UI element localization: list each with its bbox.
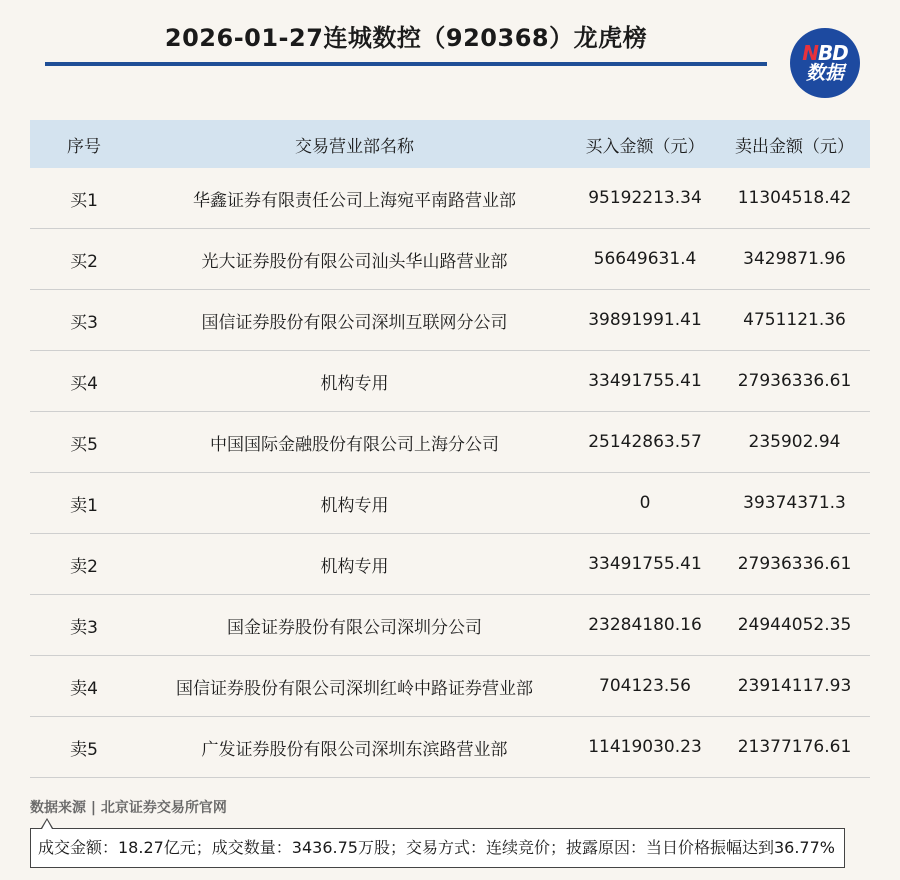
title-underline [45,62,767,66]
page-title: 2026-01-27连城数控（920368）龙虎榜 [164,24,648,52]
table-row [30,412,870,473]
cell-branch: 国信证券股份有限公司深圳红岭中路证券营业部 [138,656,571,717]
cell-buy-amount: 56649631.4 [571,229,719,290]
cell-sell-amount: 27936336.61 [719,534,870,595]
cell-buy-amount: 39891991.41 [571,290,719,351]
cell-sell-amount: 4751121.36 [719,290,870,351]
cell-rank: 卖3 [30,595,138,656]
cell-sell-amount: 3429871.96 [719,229,870,290]
cell-branch: 国信证券股份有限公司深圳互联网分公司 [138,290,571,351]
cell-branch: 机构专用 [138,473,571,534]
cell-branch: 光大证券股份有限公司汕头华山路营业部 [138,229,571,290]
cell-rank: 卖1 [30,473,138,534]
cell-sell-amount: 27936336.61 [719,351,870,412]
cell-sell-amount: 23914117.93 [719,656,870,717]
cell-buy-amount: 704123.56 [571,656,719,717]
summary-note: 成交金额：18.27亿元；成交数量：3436.75万股；交易方式：连续竞价；披露原因：当日价格振幅达到36.77% [30,828,845,868]
cell-sell-amount: 21377176.61 [719,717,870,778]
cell-rank: 卖2 [30,534,138,595]
cell-rank: 买4 [30,351,138,412]
cell-sell-amount: 235902.94 [719,412,870,473]
table-header-row [30,120,870,168]
table-row [30,229,870,290]
logo-subtitle: 数据 [805,62,844,84]
col-header-buy: 买入金额（元） [571,120,719,168]
cell-buy-amount: 33491755.41 [571,534,719,595]
cell-buy-amount: 95192213.34 [571,168,719,229]
cell-sell-amount: 24944052.35 [719,595,870,656]
cell-rank: 卖5 [30,717,138,778]
table-row [30,473,870,534]
table-row [30,351,870,412]
cell-branch: 中国国际金融股份有限公司上海分公司 [138,412,571,473]
col-header-branch: 交易营业部名称 [138,120,571,168]
cell-sell-amount: 39374371.3 [719,473,870,534]
cell-buy-amount: 0 [571,473,719,534]
cell-rank: 卖4 [30,656,138,717]
col-header-rank: 序号 [30,120,138,168]
note-pointer-fill [42,820,52,829]
cell-buy-amount: 25142863.57 [571,412,719,473]
cell-rank: 买3 [30,290,138,351]
cell-sell-amount: 11304518.42 [719,168,870,229]
cell-branch: 华鑫证券有限责任公司上海宛平南路营业部 [138,168,571,229]
table-row [30,717,870,778]
col-header-sell: 卖出金额（元） [719,120,870,168]
table-row [30,534,870,595]
table-row [30,656,870,717]
cell-buy-amount: 11419030.23 [571,717,719,778]
table-row [30,168,870,229]
cell-buy-amount: 33491755.41 [571,351,719,412]
cell-branch: 机构专用 [138,534,571,595]
cell-buy-amount: 23284180.16 [571,595,719,656]
nbd-logo [790,28,860,98]
cell-rank: 买2 [30,229,138,290]
logo-wordmark: NBD [802,41,848,65]
data-source: 数据来源 | 北京证券交易所官网 [30,800,227,816]
cell-branch: 机构专用 [138,351,571,412]
cell-rank: 买1 [30,168,138,229]
cell-branch: 广发证券股份有限公司深圳东滨路营业部 [138,717,571,778]
table-row [30,290,870,351]
cell-branch: 国金证券股份有限公司深圳分公司 [138,595,571,656]
table-row [30,595,870,656]
dragon-tiger-table [30,120,870,778]
cell-rank: 买5 [30,412,138,473]
